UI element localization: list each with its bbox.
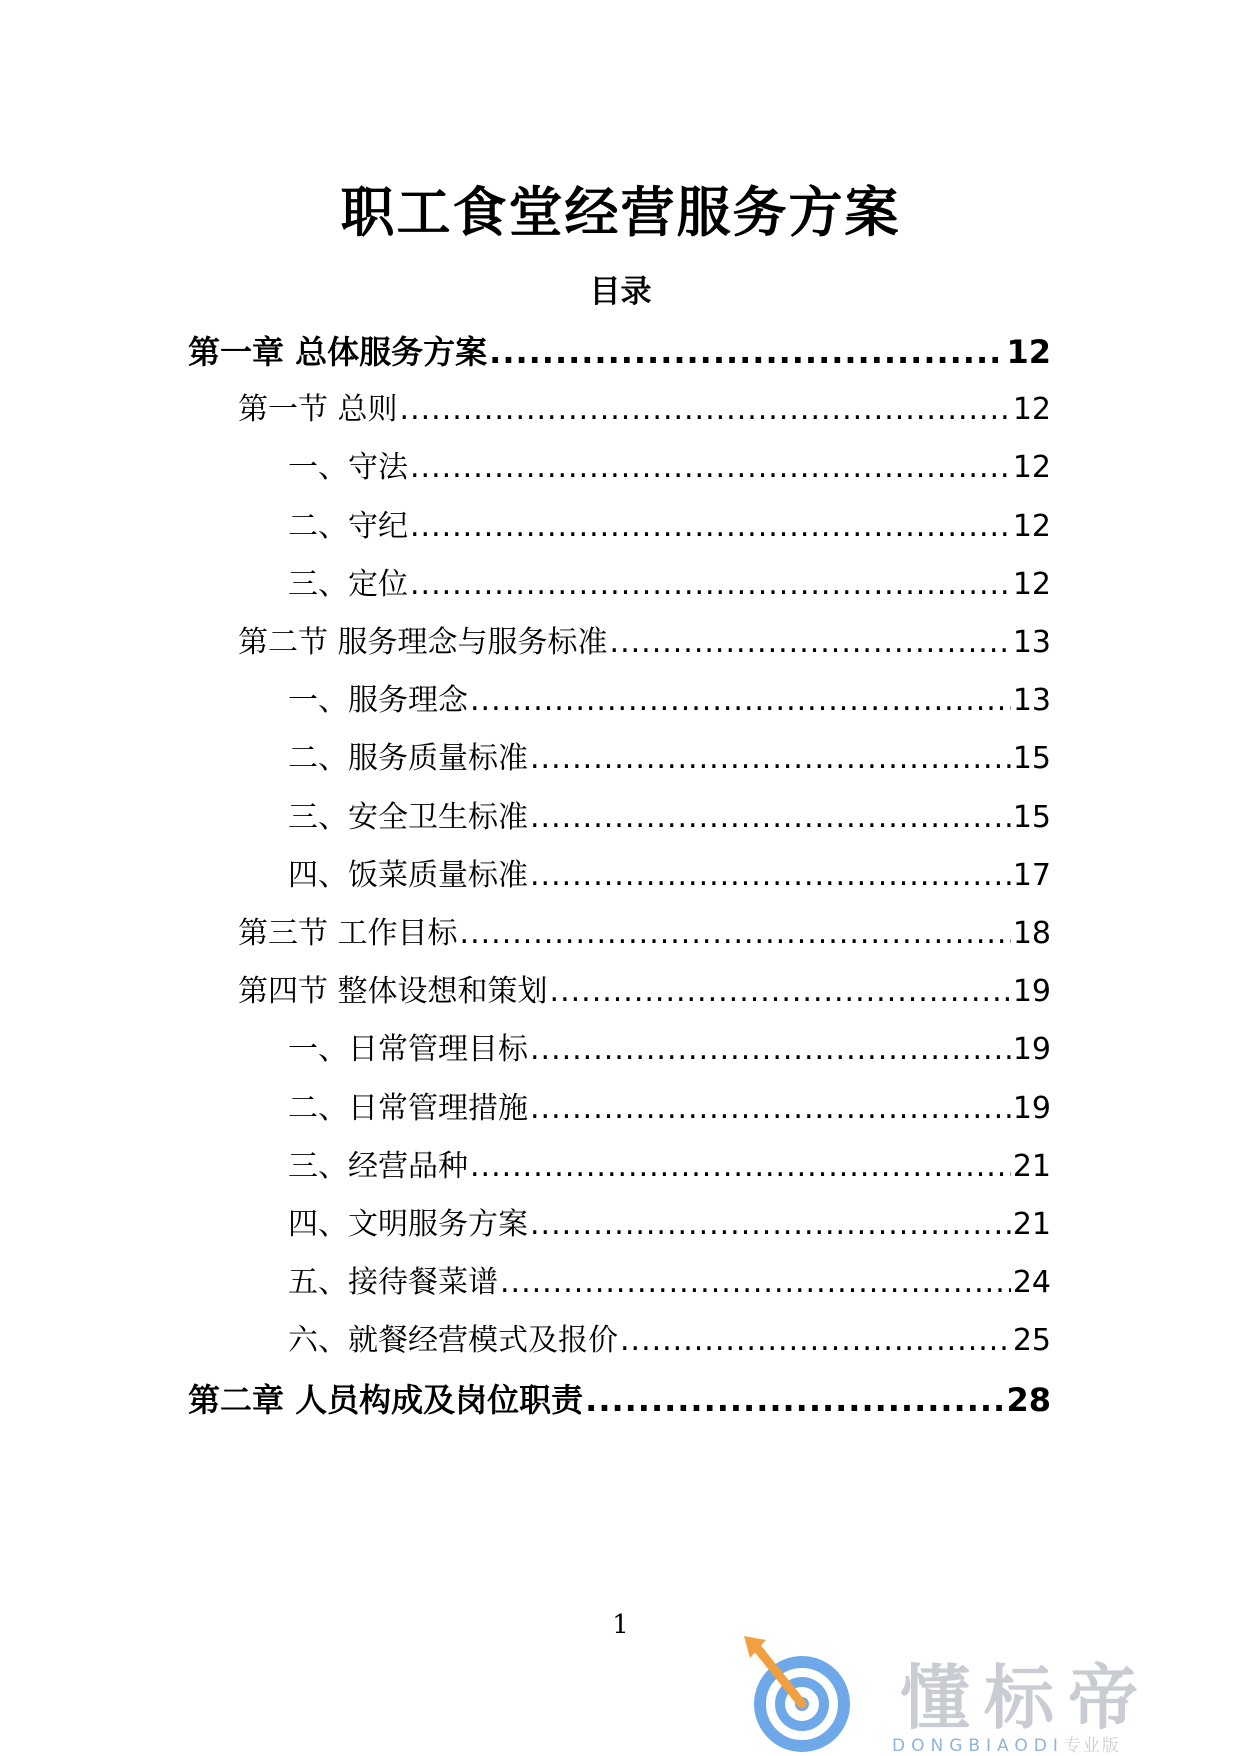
document-title: 职工食堂经营服务方案 [340, 181, 901, 244]
toc-entry-page: 21 [1012, 1207, 1051, 1242]
toc-entry-page: 17 [1012, 858, 1051, 893]
toc-entry-page: 21 [1012, 1149, 1051, 1184]
toc-entry-page: 13 [1012, 625, 1051, 660]
toc-entry-page: 28 [1006, 1381, 1051, 1419]
toc-entry-label: 一、日常管理目标 [288, 1032, 528, 1067]
toc-dot-leader [460, 914, 1011, 954]
toc-dot-leader [530, 856, 1011, 896]
toc-entry-label: 第二章 人员构成及岗位职责 [188, 1381, 584, 1419]
toc-dot-leader [400, 390, 1011, 430]
toc-dot-leader [470, 1147, 1011, 1187]
toc-entry-label: 一、服务理念 [288, 683, 468, 718]
toc-dot-leader [530, 1089, 1011, 1129]
toc-entry[interactable] [288, 507, 1051, 547]
watermark-brand: 懂标帝 [900, 1657, 1152, 1739]
toc-dot-leader [410, 448, 1011, 488]
toc-entry-page: 18 [1012, 916, 1051, 951]
toc-heading: 目录 [589, 274, 652, 310]
toc-entry[interactable] [288, 1030, 1051, 1070]
toc-entry-page: 12 [1006, 333, 1051, 371]
toc-dot-leader [610, 623, 1011, 663]
page-number: 1 [612, 1610, 629, 1640]
toc-entry[interactable] [288, 798, 1051, 838]
toc-entry-label: 第四节 整体设想和策划 [238, 974, 548, 1009]
toc-entry-page: 12 [1012, 509, 1051, 544]
toc-dot-leader [530, 739, 1011, 779]
toc-dot-leader [470, 681, 1011, 721]
toc-entry-page: 25 [1012, 1323, 1051, 1358]
toc-entry[interactable] [288, 1263, 1051, 1303]
toc-entry-page: 13 [1012, 683, 1051, 718]
toc-dot-leader [530, 1030, 1011, 1070]
toc-entry-page: 12 [1012, 450, 1051, 485]
toc-entry-label: 四、文明服务方案 [288, 1207, 528, 1242]
toc-entry[interactable] [238, 972, 1051, 1012]
toc-entry[interactable] [288, 681, 1051, 721]
toc-dot-leader [620, 1321, 1011, 1361]
toc-entry-page: 12 [1012, 567, 1051, 602]
watermark [740, 1632, 1241, 1754]
toc-entry-label: 三、定位 [288, 567, 408, 602]
toc-entry[interactable] [288, 1321, 1051, 1361]
toc-entry-page: 19 [1012, 1032, 1051, 1067]
toc-entry[interactable] [238, 914, 1051, 954]
toc-entry-label: 四、饭菜质量标准 [288, 858, 528, 893]
watermark-sub [892, 1731, 1121, 1756]
toc-entry-page: 15 [1012, 741, 1051, 776]
toc-entry-label: 第三节 工作目标 [238, 916, 458, 951]
toc-entry-label: 二、日常管理措施 [288, 1091, 528, 1126]
toc-entry-label: 第一节 总则 [238, 392, 398, 427]
toc-dot-leader [410, 507, 1011, 547]
target-arrow-icon [740, 1632, 880, 1754]
toc-dot-leader [530, 798, 1011, 838]
toc-entry-label: 五、接待餐菜谱 [288, 1265, 498, 1300]
toc-entry[interactable] [288, 856, 1051, 896]
toc-entry-page: 15 [1012, 800, 1051, 835]
toc-entry-page: 24 [1012, 1265, 1051, 1300]
toc-entry[interactable] [288, 1089, 1051, 1129]
toc-entry-label: 六、就餐经营模式及报价 [288, 1323, 618, 1358]
toc-entry[interactable] [188, 332, 1051, 372]
toc-entry-label: 一、守法 [288, 450, 408, 485]
toc-entry[interactable] [288, 1205, 1051, 1245]
toc-entry[interactable] [288, 739, 1051, 779]
toc-dot-leader [500, 1263, 1011, 1303]
toc-dot-leader [550, 972, 1011, 1012]
toc-entry-label: 第一章 总体服务方案 [188, 333, 488, 371]
toc-entry[interactable] [288, 565, 1051, 605]
toc-entry[interactable] [238, 623, 1051, 663]
toc-entry-page: 19 [1012, 1091, 1051, 1126]
toc-entry-label: 三、经营品种 [288, 1149, 468, 1184]
toc-entry-label: 第二节 服务理念与服务标准 [238, 625, 608, 660]
watermark-sub-latin: DONGBIAODI [892, 1736, 1064, 1756]
toc-dot-leader [585, 1380, 1004, 1420]
toc-entry-label: 二、服务质量标准 [288, 741, 528, 776]
toc-entry-label: 三、安全卫生标准 [288, 800, 528, 835]
watermark-edition: 专业版 [1063, 1736, 1121, 1756]
toc-entry-page: 12 [1012, 392, 1051, 427]
toc-dot-leader [489, 332, 1004, 372]
toc-dot-leader [530, 1205, 1011, 1245]
toc-entry[interactable] [188, 1380, 1051, 1420]
toc-entry[interactable] [288, 448, 1051, 488]
toc-entry[interactable] [288, 1147, 1051, 1187]
toc-entry-page: 19 [1012, 974, 1051, 1009]
toc-entry[interactable] [238, 390, 1051, 430]
toc-dot-leader [410, 565, 1011, 605]
toc-entry-label: 二、守纪 [288, 509, 408, 544]
